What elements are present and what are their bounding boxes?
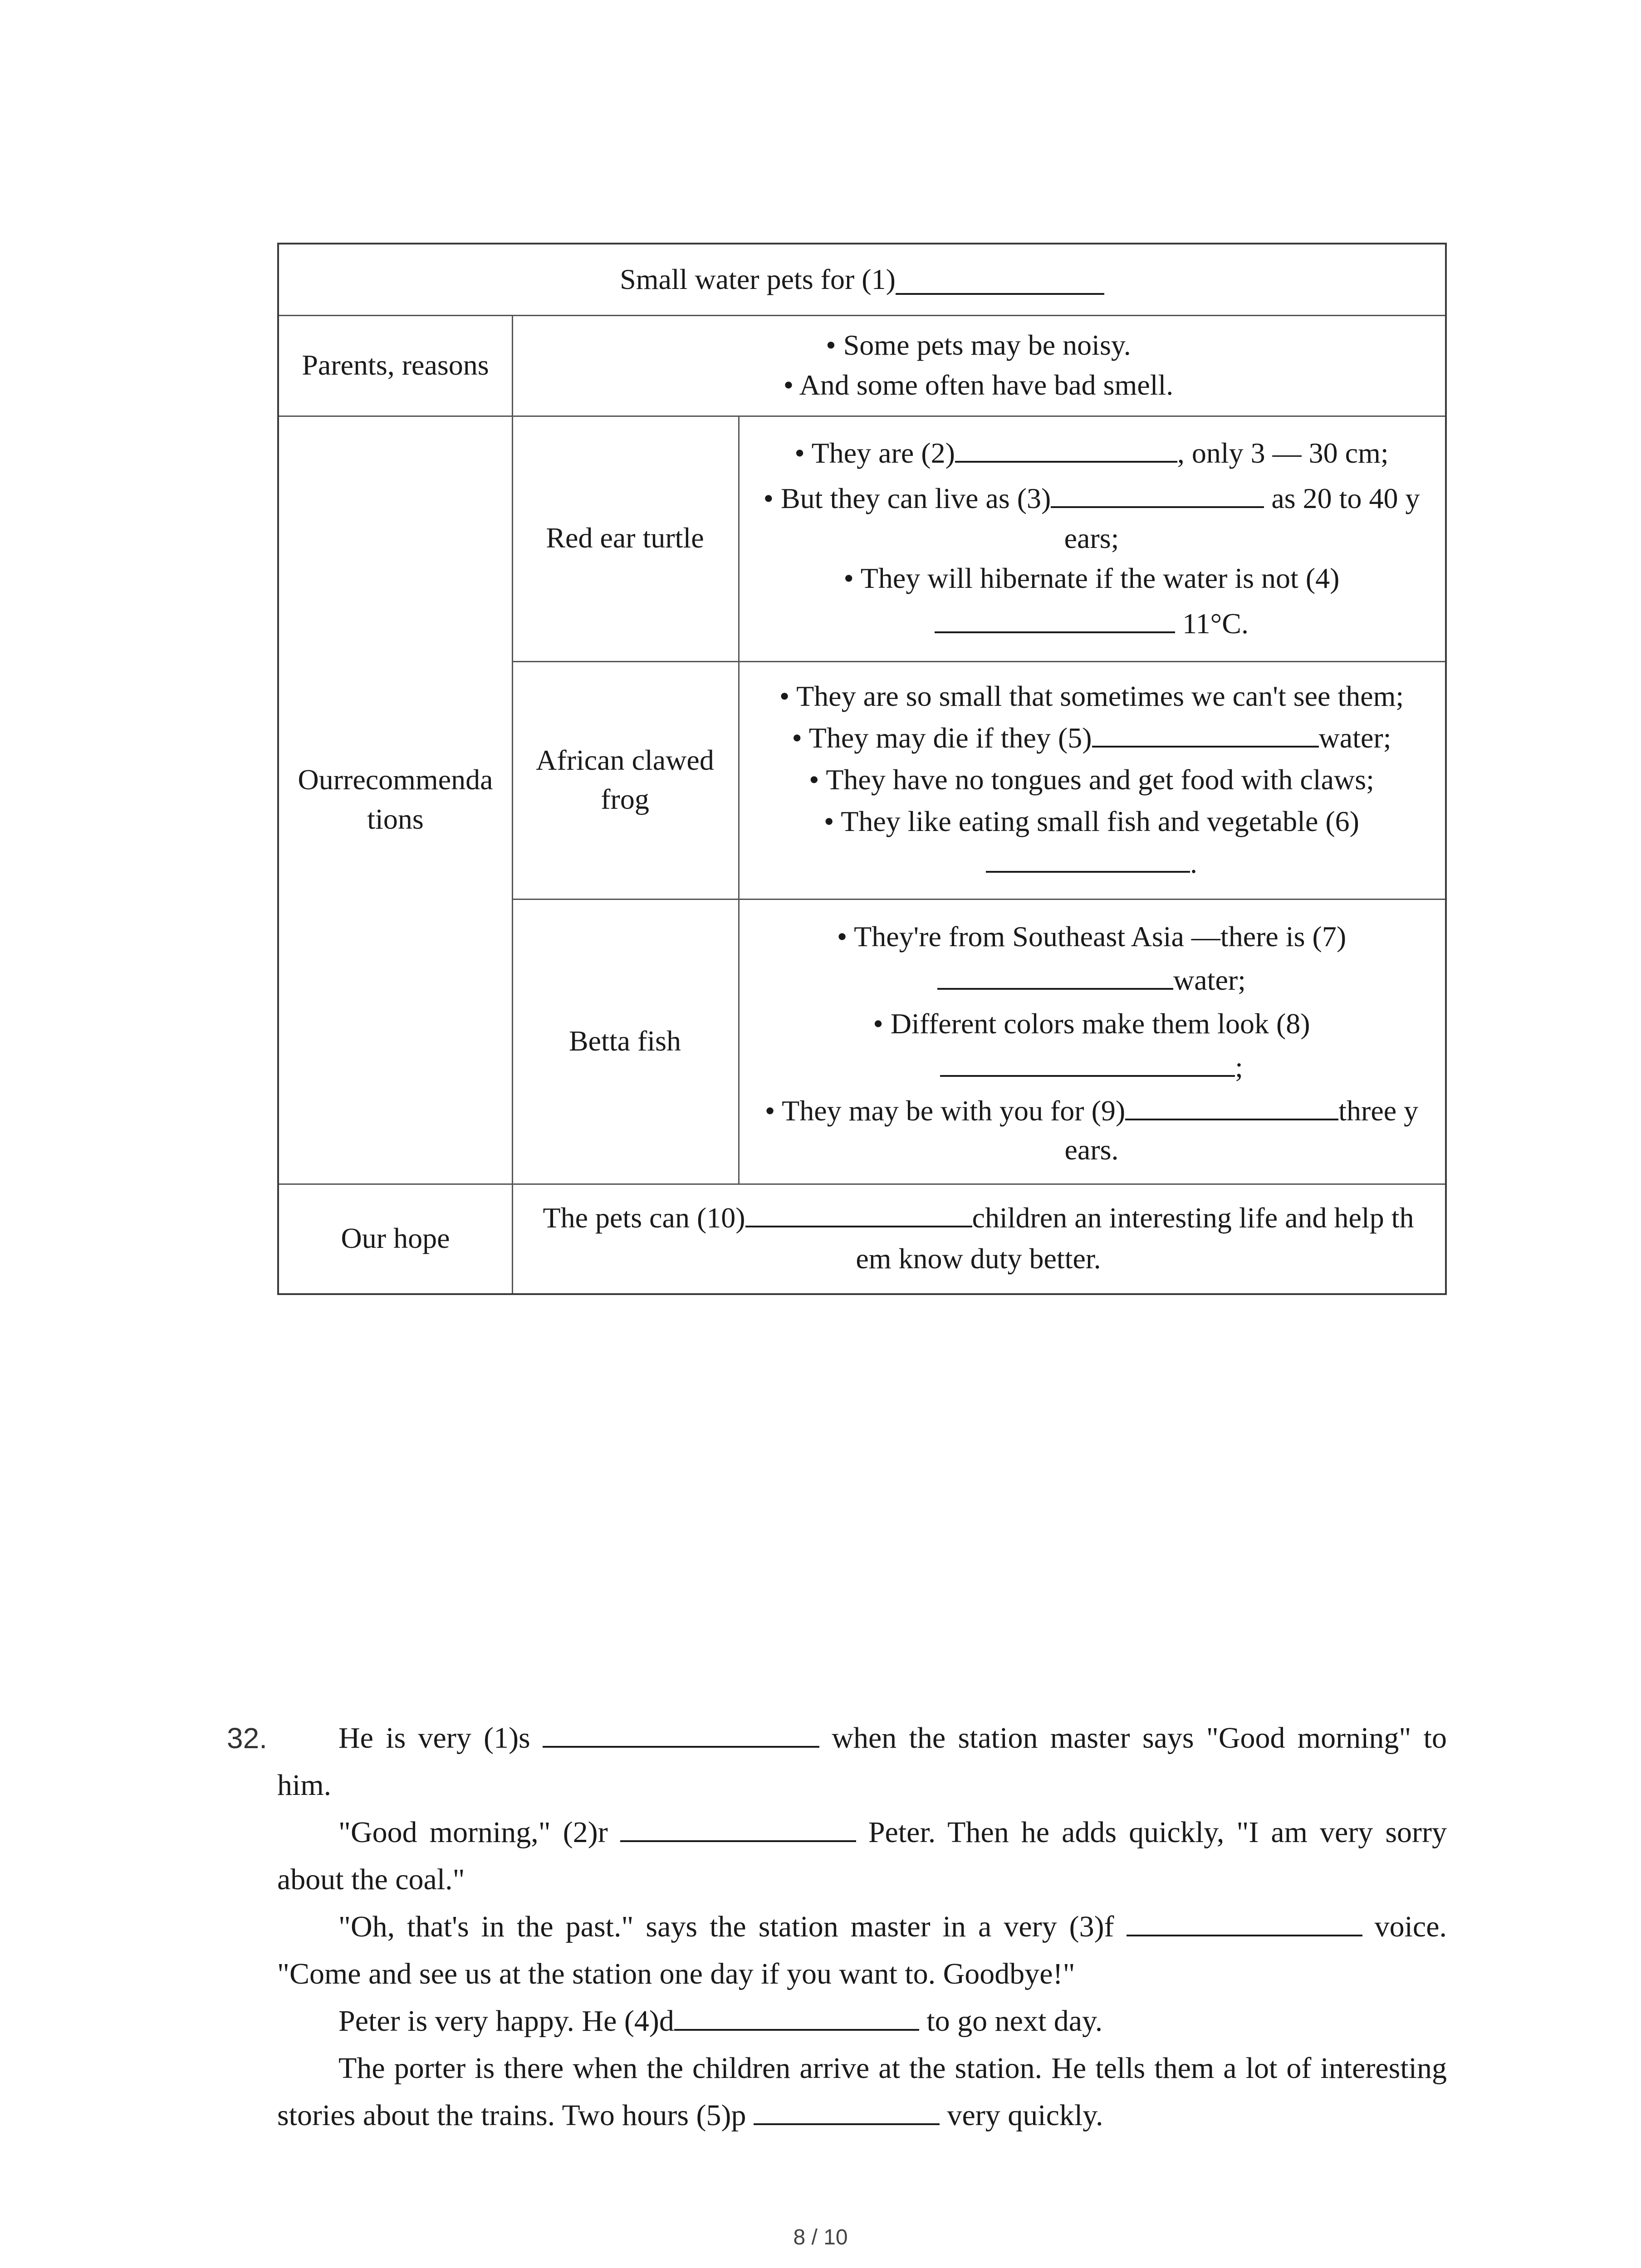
recommendations-label: Ourrecommenda tions <box>298 763 493 835</box>
blank-1[interactable] <box>896 265 1104 295</box>
betta-name: Betta fish <box>568 1024 681 1057</box>
passage-blank-4[interactable] <box>674 2001 919 2031</box>
recommendations-label-cell <box>279 415 512 1183</box>
hope-line-c: em know duty better. <box>856 1242 1101 1275</box>
hope-line-b: children an interesting life and help th <box>972 1202 1414 1234</box>
frog-name-cell <box>512 661 738 899</box>
betta-line-5a: • They may be with you for (9) <box>764 1095 1126 1127</box>
frog-line-1: • They are so small that sometimes we can't see them; <box>779 680 1404 712</box>
frog-line-4: • They like eating small fish and vegetable (6) <box>824 805 1359 837</box>
passage-blank-2[interactable] <box>620 1812 856 1842</box>
passage-blank-3[interactable] <box>1127 1906 1362 1936</box>
frog-line-2b: water; <box>1318 722 1391 754</box>
blank-4[interactable] <box>935 603 1175 633</box>
turtle-details-cell <box>738 415 1445 661</box>
passage-paragraph-1: He is very (1)s when the station master says "Good morning" to him. <box>277 1715 1447 1809</box>
parents-reason-1: • Some pets may be noisy. <box>826 329 1131 361</box>
hope-label: Our hope <box>341 1222 450 1254</box>
turtle-line-1b: , only 3 — 30 cm; <box>1177 436 1389 469</box>
page-number: 8 / 10 <box>793 2225 848 2249</box>
turtle-line-3: • They will hibernate if the water is not (4) <box>843 562 1340 594</box>
passage-paragraph-5: The porter is there when the children arrive at the station. He tells them a lot of interesting stories about the trains. Two hours (5)p very quickly. <box>277 2052 1447 2132</box>
turtle-name-cell <box>512 415 738 661</box>
hope-line-a: The pets can (10) <box>543 1202 745 1234</box>
betta-line-4: ; <box>1235 1051 1243 1083</box>
betta-line-6: ears. <box>1064 1134 1119 1166</box>
turtle-line-2b: as 20 to 40 y <box>1264 482 1420 514</box>
frog-details-cell <box>738 661 1445 899</box>
turtle-name: Red ear turtle <box>546 522 704 554</box>
betta-line-5b: three y <box>1338 1095 1419 1127</box>
betta-name-cell <box>512 899 738 1183</box>
turtle-line-1a: • They are (2) <box>794 436 955 469</box>
parents-reasons-cell <box>512 315 1445 415</box>
frog-name: African clawed frog <box>536 743 714 815</box>
hope-label-cell <box>279 1183 512 1293</box>
water-pets-table <box>277 243 1447 1295</box>
table-title-cell <box>279 244 1445 315</box>
turtle-line-2c: ears; <box>1064 522 1119 554</box>
turtle-line-2a: • But they can live as (3) <box>763 482 1051 514</box>
betta-details-cell <box>738 899 1445 1183</box>
passage-paragraph-2: "Good morning," (2)r Peter. Then he adds quickly, "I am very sorry about the coal." <box>277 1809 1447 1903</box>
blank-9[interactable] <box>1125 1090 1338 1120</box>
blank-8[interactable] <box>940 1047 1235 1077</box>
blank-5[interactable] <box>1092 718 1319 748</box>
table-title: Small water pets for (1) <box>620 263 896 296</box>
question-number: 32. <box>227 1722 267 1755</box>
parents-reason-2: • And some often have bad smell. <box>783 369 1174 401</box>
cloze-passage <box>277 1715 1447 2139</box>
blank-10[interactable] <box>745 1198 972 1227</box>
blank-3[interactable] <box>1051 478 1264 508</box>
blank-7[interactable] <box>937 960 1173 990</box>
passage-blank-1[interactable] <box>543 1718 819 1748</box>
parents-label: Parents, reasons <box>302 348 489 381</box>
passage-paragraph-4: Peter is very happy. He (4)d to go next day. <box>277 1998 1447 2045</box>
blank-2[interactable] <box>955 433 1177 463</box>
hope-text-cell <box>512 1183 1445 1293</box>
betta-line-3: • Different colors make them look (8) <box>873 1007 1310 1040</box>
blank-6[interactable] <box>986 843 1190 873</box>
passage-paragraph-3: "Oh, that's in the past." says the station master in a very (3)f voice. "Come and see us at the station one day if you want to. Goodbye!" <box>277 1903 1447 1998</box>
passage-blank-5[interactable] <box>754 2095 940 2125</box>
frog-line-5: . <box>1190 847 1197 879</box>
frog-line-2a: • They may die if they (5) <box>792 722 1092 754</box>
betta-line-1: • They're from Southeast Asia —there is (7) <box>837 920 1347 953</box>
parents-label-cell <box>279 315 512 415</box>
turtle-line-4: 11°C. <box>1175 607 1249 640</box>
frog-line-3: • They have no tongues and get food with claws; <box>809 763 1374 796</box>
betta-line-2: water; <box>1173 964 1246 996</box>
